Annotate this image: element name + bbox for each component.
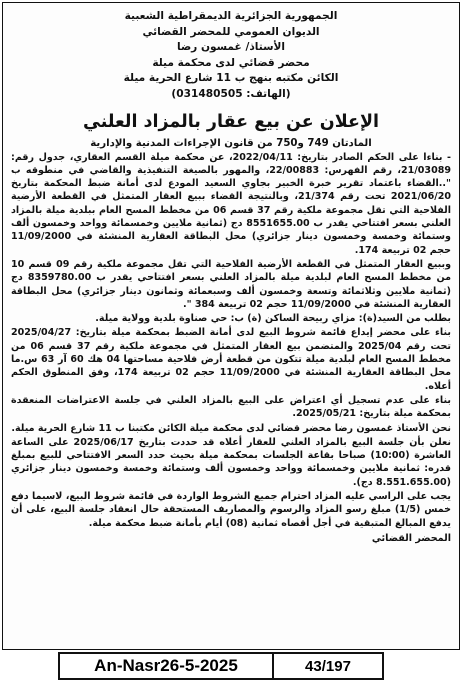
header-public-office: الديوان العمومي للمحضر القضائي (142, 25, 320, 38)
reference-number-box: 43/197 (274, 652, 384, 680)
paragraph-auction-date: نعلن بأن جلسة البيع بالمزاد العلني للعقار أعلاه قد حددت بتاريخ 2025/06/17 على الساعة العاشرة (10:00) صباحا بقاعة الجلسات بمحكمة ميلة بحيث حدد السعر الافتتاحي للبيع بمبلغ قدره: ثمانية ملايين وخمسمائة وواحد وخمسون ألف وستمائة وخمسة وخمسون دينار جزائري (8.551.655.00 دج). (11, 436, 451, 488)
paragraph-requester: بطلب من السيد(ة): مزاي ربيحة الساكن (ة) ب: حي صناوة بلدية وولاية ميلة. (95, 313, 451, 325)
header-office-address: الكائن مكتبه بنهج ب 11 شارع الحرية ميلة (123, 72, 339, 85)
announcement-title: الإعلان عن بيع عقار بالمزاد العلني (83, 111, 379, 132)
newspaper-date-box: An-Nasr26-5-2025 (58, 652, 274, 680)
announcement-content (11, 9, 451, 643)
header-republic: الجمهورية الجزائرية الديمقراطية الشعبية (124, 10, 338, 22)
publication-footer (2, 652, 460, 684)
paragraph-judgment: - بناءا على الحكم الصادر بتاريخ: 2022/04/11، عن محكمة ميلة القسم العقاري، جدول رقم: 21/03089، رقم الفهرس: 22/00883، والمهور بالصيغة التنفيذية والقاضي في منطوقه ب "..القضاء باعتماد تقرير خبرة الخبير بجاوي السعيد المودع لدى أمانة ضبط المحكمة بتاريخ 2021/06/20 تحت رقم 21/374، وبالنتيجة القضاء ببيع العقار المتمثل في القطعة الأرضية الفلاحية التي تقل مجموعة ملكية رقم 37 قسم 06 من مخطط المسح العام ببلدية ميلة بالمزاد العلني بسعر افتتاحي يقدر ب 8551655.00 دج (ثمانية ملايين وخمسمائة وواحد وخمسون ألف وستمائة وخمسة وخمسون دينار جزائري) محل البطاقة العقارية المنشئة في 11/09/2000 حجم 02 تربيعة 174. (11, 151, 452, 256)
header-phone: (الهاتف: 031480505) (171, 87, 291, 100)
bailiff-signature: المحضر القضائي (371, 532, 451, 544)
bailiff-office-header (11, 9, 451, 103)
paragraph-second-parcel: وببيع العقار المتمثل في القطعة الأرضية الفلاحية التي تقل مجموعة ملكية رقم 09 قسم 10 من مخطط المسح العام لبلدية ميلة بالمزاد العلني بسعر افتتاحي يقدر ب 8359780.00 دج (ثمانية ملايين وثلاثمائة وتسعة وخمسون ألف وسبعمائة وثمانون دينار جزائري) محل البطاقة العقارية المنشئة في 11/09/2000 حجم 02 تربيعة 384 ". (11, 258, 452, 310)
header-bailiff-name: الأستاذ/ غمسون رضا (176, 41, 286, 54)
paragraph-no-objection: بناء على عدم تسجيل أي اعتراض على البيع بالمزاد العلني في جلسة الاعتراضات المنعقدة بمحكمة ميلة بتاريخ: 2025/05/21. (11, 394, 451, 420)
header-bailiff-court: محضر قضائي لدى محكمة ميلة (152, 56, 310, 69)
paragraph-bailiff: نحن الأستاذ غمسون رضا محضر قضائي لدى محكمة ميلة الكائن مكتبنا ب 11 شارع الحرية ميلة. (11, 422, 451, 434)
paragraph-conditions: يجب على الراسي عليه المزاد احترام جميع الشروط الواردة في قائمة شروط البيع، لاسيما دفع خمس (1/5) مبلغ رسو المزاد والرسوم والمصاريف المستحقة حال انعقاد جلسة البيع، على أن يدفع المبالغ المتبقية في أجل أقصاه ثمانية (08) أيام بأمانة ضبط محكمة ميلة. (11, 490, 451, 529)
announcement-frame (2, 2, 460, 650)
paragraph-deposit: بناء على محضر إيداع قائمة شروط البيع لدى أمانة الضبط بمحكمة ميلة بتاريخ: 2025/04/27 تحت رقم 2025/04 والمتضمن بيع العقار المتمثل في مجموعة ملكية رقم 37 قسم 06 من مخطط المسح العام لبلدية ميلة تتكون من قطعة أرض فلاحية مساحتها 04 هك 60 آر 63 س.ما محل البطاقة العقارية المنشئة في 11/09/2000 حجم 02 تربيعة 174، وفق المنطوق الحكم أعلاه. (11, 327, 452, 392)
law-articles: المادتان 749 و750 من قانون الإجراءات المدنية والإدارية (90, 137, 372, 149)
